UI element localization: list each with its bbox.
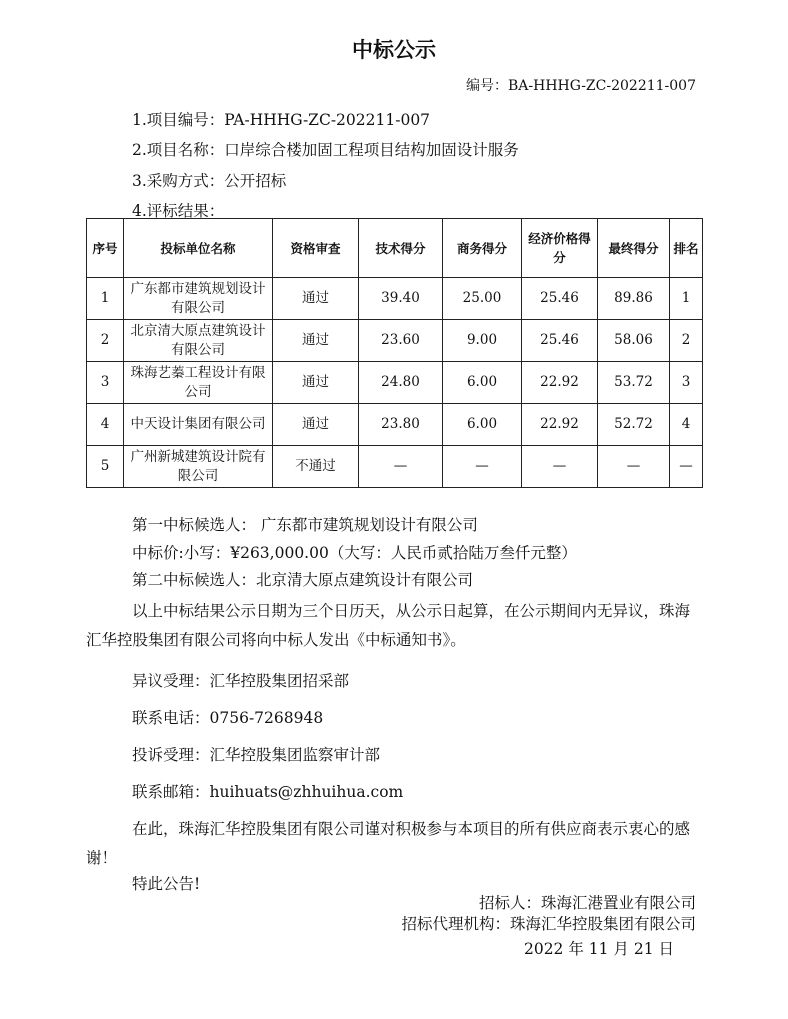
cell-rank: — xyxy=(670,446,703,488)
cell-final: 52.72 xyxy=(598,404,670,446)
header-final-score: 最终得分 xyxy=(598,219,670,278)
project-number: 1.项目编号：PA-HHHG-ZC-202211-007 xyxy=(132,111,431,129)
header-ranking: 排名 xyxy=(670,219,703,278)
evaluation-result-table xyxy=(86,218,703,488)
cell-price: 22.92 xyxy=(522,362,598,404)
first-candidate: 第一中标候选人： 广东都市建筑规划设计有限公司 xyxy=(132,516,478,534)
header-technical-score: 技术得分 xyxy=(359,219,443,278)
cell-bidder: 珠海艺蓁工程设计有限公司 xyxy=(124,362,273,404)
complaint-contact: 投诉受理：汇华控股集团监察审计部 xyxy=(132,746,381,764)
cell-qualification: 通过 xyxy=(273,320,359,362)
second-candidate: 第二中标候选人：北京清大原点建筑设计有限公司 xyxy=(132,571,474,589)
header-qualification: 资格审查 xyxy=(273,219,359,278)
cell-no: 1 xyxy=(87,278,124,320)
cell-technical: 24.80 xyxy=(359,362,443,404)
table-row xyxy=(87,446,703,488)
cell-price: 22.92 xyxy=(522,404,598,446)
cell-bidder: 中天设计集团有限公司 xyxy=(124,404,273,446)
evaluation-result-heading: 4.评标结果： xyxy=(132,202,225,220)
cell-bidder: 广州新城建筑设计院有限公司 xyxy=(124,446,273,488)
cell-qualification: 通过 xyxy=(273,404,359,446)
cell-rank: 4 xyxy=(670,404,703,446)
contact-phone: 联系电话：0756-7268948 xyxy=(132,709,324,727)
contact-email: 联系邮箱：huihuats@zhhuihua.com xyxy=(132,783,404,801)
cell-price: 25.46 xyxy=(522,320,598,362)
cell-business: 6.00 xyxy=(443,404,522,446)
cell-bidder: 广东都市建筑规划设计有限公司 xyxy=(124,278,273,320)
cell-price: 25.46 xyxy=(522,278,598,320)
publish-date: 2022 年 11 月 21 日 xyxy=(523,940,674,958)
project-name: 2.项目名称：口岸综合楼加固工程项目结构加固设计服务 xyxy=(132,141,519,159)
cell-no: 4 xyxy=(87,404,124,446)
publicity-notice: 以上中标结果公示日期为三个日历天，从公示日起算，在公示期间内无异议，珠海汇华控股集团有限公司将向中标人发出《中标通知书》。 xyxy=(86,602,691,649)
cell-technical: 23.60 xyxy=(359,320,443,362)
cell-final: — xyxy=(598,446,670,488)
table-header-row xyxy=(87,219,703,278)
cell-business: 25.00 xyxy=(443,278,522,320)
winning-price: 中标价:小写：¥263,000.00（大写：人民币贰拾陆万叁仟元整） xyxy=(132,544,577,562)
page-title: 中标公示 xyxy=(352,38,436,62)
table-row xyxy=(87,362,703,404)
objection-contact: 异议受理：汇华控股集团招采部 xyxy=(132,672,350,690)
cell-qualification: 通过 xyxy=(273,362,359,404)
cell-price: — xyxy=(522,446,598,488)
header-bidder-name: 投标单位名称 xyxy=(124,219,273,278)
cell-business: 9.00 xyxy=(443,320,522,362)
table-row xyxy=(87,320,703,362)
cell-final: 89.86 xyxy=(598,278,670,320)
tenderer: 招标人：珠海汇港置业有限公司 xyxy=(478,894,696,912)
cell-final: 58.06 xyxy=(598,320,670,362)
cell-no: 5 xyxy=(87,446,124,488)
cell-business: — xyxy=(443,446,522,488)
cell-rank: 2 xyxy=(670,320,703,362)
cell-qualification: 不通过 xyxy=(273,446,359,488)
cell-bidder: 北京清大原点建筑设计有限公司 xyxy=(124,320,273,362)
document-number: 编号：BA-HHHG-ZC-202211-007 xyxy=(466,78,696,94)
thanks-paragraph: 在此，珠海汇华控股集团有限公司谨对积极参与本项目的所有供应商表示衷心的感谢！ xyxy=(86,820,691,867)
table-row xyxy=(87,278,703,320)
header-business-score: 商务得分 xyxy=(443,219,522,278)
cell-rank: 1 xyxy=(670,278,703,320)
cell-qualification: 通过 xyxy=(273,278,359,320)
header-rank-no: 序号 xyxy=(87,219,124,278)
cell-final: 53.72 xyxy=(598,362,670,404)
cell-no: 3 xyxy=(87,362,124,404)
cell-no: 2 xyxy=(87,320,124,362)
cell-rank: 3 xyxy=(670,362,703,404)
tender-agent: 招标代理机构：珠海汇华控股集团有限公司 xyxy=(401,915,696,933)
procurement-method: 3.采购方式：公开招标 xyxy=(132,172,287,190)
header-price-score: 经济价格得分 xyxy=(522,219,598,278)
cell-technical: 23.80 xyxy=(359,404,443,446)
cell-technical: 39.40 xyxy=(359,278,443,320)
table-row xyxy=(87,404,703,446)
closing-remark: 特此公告! xyxy=(132,875,201,893)
cell-technical: — xyxy=(359,446,443,488)
cell-business: 6.00 xyxy=(443,362,522,404)
